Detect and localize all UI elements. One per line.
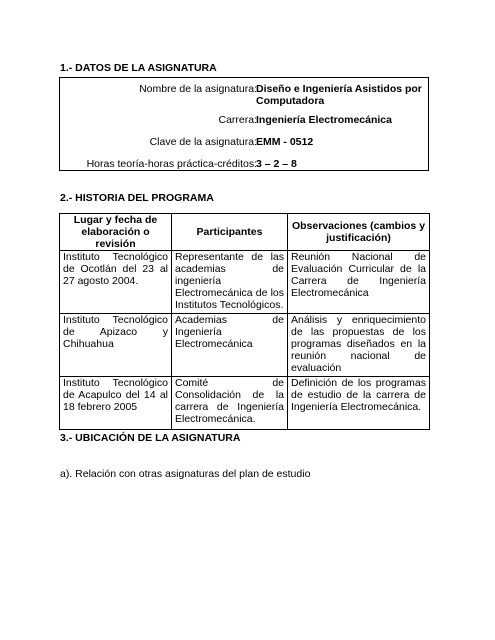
cell-observations: Definición de los programas de estudio de la carrera de Ingeniería Electromecánica.: [288, 377, 430, 430]
cell-place-date: Instituto Tecnológico de Apizaco y Chihuahua: [60, 314, 172, 377]
table-row: [60, 251, 430, 314]
column-header-participants: Participantes: [172, 214, 288, 251]
cell-participants: Comité de Consolidación de la carrera de Ingeniería Electromecánica.: [172, 377, 288, 430]
cell-participants: Representante de las academias de ingeniería Electromecánica de los Institutos Tecnológicos.: [172, 251, 288, 314]
relation-paragraph: a). Relación con otras asignaturas del plan de estudio: [60, 468, 311, 480]
column-header-place-date: Lugar y fecha de elaboración o revisión: [60, 214, 172, 251]
course-data-box: [59, 77, 429, 171]
column-header-observations: Observaciones (cambios y justificación): [288, 214, 430, 251]
course-name-label: Nombre de la asignatura:: [139, 83, 257, 95]
hours-credits-value: 3 – 2 – 8: [256, 158, 297, 170]
cell-participants: Academias de Ingeniería Electromecánica: [172, 314, 288, 377]
table-row: [60, 377, 430, 430]
hours-credits-label: Horas teoría-horas práctica-créditos:: [86, 158, 257, 170]
section-3-heading: 3.- UBICACIÓN DE LA ASIGNATURA: [60, 432, 241, 444]
course-code-value: EMM - 0512: [256, 136, 314, 148]
course-code-label: Clave de la asignatura:: [149, 136, 257, 148]
cell-observations: Análisis y enriquecimiento de las propuestas de los programas diseñados en la reunión nacional de evaluación: [288, 314, 430, 377]
table-header-row: [60, 214, 430, 251]
section-2-heading: 2.- HISTORIA DEL PROGRAMA: [60, 192, 214, 204]
career-label: Carrera:: [218, 114, 257, 126]
cell-place-date: Instituto Tecnológico de Ocotlán del 23 al 27 agosto 2004.: [60, 251, 172, 314]
course-name-value: Diseño e Ingeniería Asistidos por Computadora: [256, 83, 422, 107]
cell-observations: Reunión Nacional de Evaluación Curricular de la Carrera de Ingeniería Electromecánica: [288, 251, 430, 314]
section-1-heading: 1.- DATOS DE LA ASIGNATURA: [60, 62, 217, 74]
cell-place-date: Instituto Tecnológico de Acapulco del 14 al 18 febrero 2005: [60, 377, 172, 430]
table-row: [60, 314, 430, 377]
career-value: Ingeniería Electromecánica: [256, 114, 392, 126]
program-history-table: [59, 213, 430, 430]
